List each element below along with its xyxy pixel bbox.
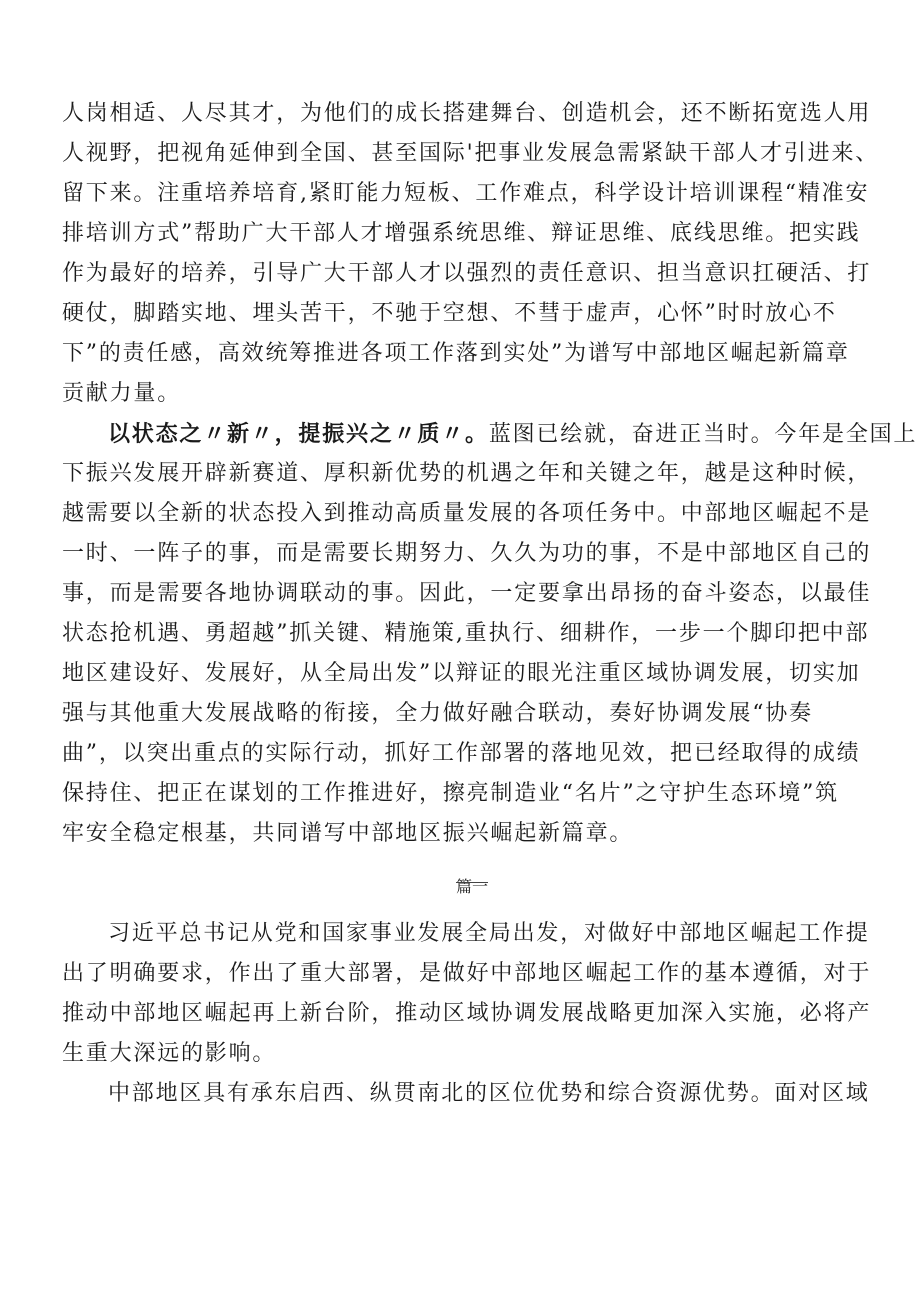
paragraph-heading: 以状态之〃新〃，提振兴之〃质〃。	[108, 421, 489, 447]
paragraph-4	[62, 1074, 870, 1114]
text-line: 曲”，以突出重点的实际行动，抓好工作部署的落地见效，把已经取得的成绩	[62, 741, 861, 766]
text-line: 硬仗，脚踏实地、埋头苦干，不驰于空想、不彗于虚声，心怀”时时放心不	[62, 301, 837, 326]
text-line: 人视野，把视角延伸到全国、甚至国际'把事业发展急需紧缺干部人才引进来、	[62, 141, 880, 166]
text-line: 事，而是需要各地协调联动的事。因此，一定要拿出昂扬的奋斗姿态，以最佳	[62, 581, 872, 606]
text-line: 留下来。注重培养培育,紧盯能力短板、工作难点，科学设计培训课程“精准安	[62, 181, 870, 206]
text-line: 作为最好的培养，引导广大干部人才以强烈的责任意识、担当意识扛硬活、打	[62, 261, 872, 286]
text-line: 越需要以全新的状态投入到推动高质量发展的各项任务中。中部地区崛起不是	[62, 501, 872, 526]
paragraph-3	[62, 914, 872, 1074]
document-body	[62, 94, 918, 1114]
section-separator	[62, 854, 862, 914]
text-line: 贡献力量。	[62, 381, 182, 406]
paragraph-1	[62, 94, 880, 414]
text-line: 生重大深远的影响。	[62, 1041, 277, 1066]
text-line: 下”的责任感，高效统筹推进各项工作落到实处”为谱写中部地区崛起新篇章	[62, 341, 850, 366]
text-line: 下振兴发展开辟新赛道、厚积新优势的机遇之年和关键之年，越是这种时候，	[62, 461, 872, 486]
paragraph-2	[62, 414, 918, 854]
text-line: 一时、一阵子的事，而是需要长期努力、久久为功的事，不是中部地区自己的	[62, 541, 872, 566]
text-run: 蓝图已绘就，奋进正当时。今年是全国上	[488, 422, 918, 447]
paragraph-first-line	[62, 414, 918, 454]
text-line: 中部地区具有承东启西、纵贯南北的区位优势和综合资源优势。面对区域	[108, 1081, 870, 1106]
text-line: 状态抢机遇、勇超越”抓关键、精施策,重执行、细耕作，一步一个脚印把中部	[62, 621, 870, 646]
text-line: 出了明确要求，作出了重大部署，是做好中部地区崛起工作的基本遵循，对于	[62, 961, 872, 986]
text-line: 牢安全稳定根基，共同谱写中部地区振兴崛起新篇章。	[62, 821, 634, 846]
text-line: 人岗相适、人尽其才，为他们的成长搭建舞台、创造机会，还不断拓宽选人用	[62, 101, 872, 126]
text-line: 地区建设好、发展好，从全局出发”以辩证的眼光注重区域协调发展，切实加	[62, 661, 861, 686]
text-line: 排培训方式”帮助广大干部人才增强系统思维、辩证思维、底线思维。把实践	[62, 221, 861, 246]
text-line: 强与其他重大发展战略的衔接，全力做好融合联动，奏好协调发展“协奏	[62, 701, 813, 726]
text-line: 推动中部地区崛起再上新台阶，推动区域协调发展战略更加深入实施，必将产	[62, 1001, 872, 1026]
text-line: 保持住、把正在谋划的工作推进好，擦亮制造业“名片”之守护生态环境”筑	[62, 781, 839, 806]
text-line: 习近平总书记从党和国家事业发展全局出发，对做好中部地区崛起工作提	[108, 921, 870, 946]
section-label: 篇一	[456, 854, 488, 920]
